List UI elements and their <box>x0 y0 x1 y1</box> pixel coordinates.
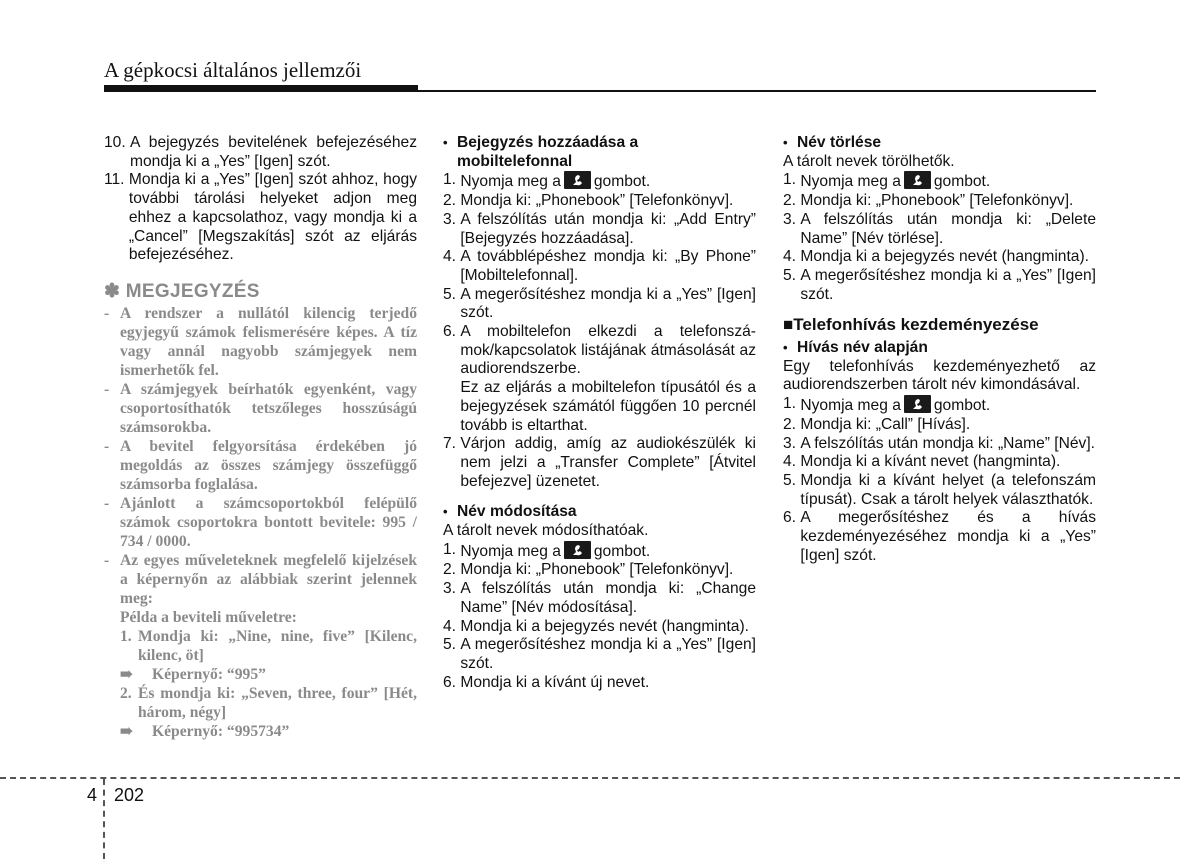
note-item: - A rendszer a nullától kilencig terjedő egyjegyű számok felismerésére képes. A tíz vagy annál nagyobb számjegyek nem ismerhetők fel. <box>104 304 417 379</box>
main-section-heading: ■Telefonhívás kezdeményezése <box>783 315 1039 335</box>
list-item <box>104 171 417 265</box>
header-rule <box>418 90 1096 92</box>
list-item: 3. A felszólítás után mondja ki: „Change Name” [Név módosítása]. <box>443 580 756 616</box>
list-item: 3. A felszólítás után mondja ki: „Add Entry” [Bejegyzés hozzáadása]. <box>443 210 756 247</box>
note-block <box>104 304 417 741</box>
example-title: Példa a beviteli műveletre: <box>120 608 297 626</box>
list-item: 1. Nyomja meg a gombot. <box>783 395 991 415</box>
section-intro: A tárolt nevek módosíthatóak. <box>443 522 649 540</box>
note-item: - Az egyes műveleteknek megfelelő kijelzések a képernyőn az alábbiak szerint jelennek meg: <box>104 551 417 607</box>
list-item: 6. Mondja ki a kívánt új nevet. <box>443 673 650 691</box>
note-text: Ajánlott a számcsoportokból felépülő számok csoportokra bontott bevitele: 995 / 734 / 0000. <box>120 494 417 550</box>
note-text: A bevitel felgyorsítása érdekében jó megoldás az összes számjegy összefüggő számsorba foglalása. <box>120 437 417 493</box>
column-1 <box>104 134 417 741</box>
section-heading: • Név módosítása <box>443 503 577 521</box>
list-item <box>104 134 417 171</box>
column-2 <box>443 134 756 692</box>
note-text: Az egyes műveleteknek megfelelő kijelzések a képernyőn az alábbiak szerint jelennek meg: <box>120 551 417 607</box>
list-item: 5. A megerősítéshez mondja ki a „Yes” [Igen] szót. <box>443 285 756 322</box>
list-item: 4. Mondja ki a kívánt nevet (hangminta). <box>783 453 1061 471</box>
list-item: 4. Mondja ki a bejegyzés nevét (hangminta). <box>783 248 1089 266</box>
list-item: 1. Nyomja meg a gombot. <box>443 540 651 560</box>
arrow-right-icon: ➠ <box>120 665 134 683</box>
list-item: 3. A felszólítás után mondja ki: „Delete Name” [Név törlése]. <box>783 210 1096 247</box>
item-text: Mondja ki a „Yes” [Igen] szót ahhoz, hogy további tárolási helyeket adjon meg ehhez a kapcsolathoz, vagy mondja ki a „Cancel” [Megszakítás] szót az eljárás befejezéséhez. <box>128 171 417 264</box>
note-item: - A bevitel felgyorsítása érdekében jó megoldás az összes számjegy összefüggő számsorba foglalása. <box>104 437 417 493</box>
arrow-right-icon: ➠ <box>120 722 134 740</box>
example-display: ➠ Képernyő: “995734” <box>120 722 290 740</box>
list-item: 5. A megerősítéshez mondja ki a „Yes” [Igen] szót. <box>783 266 1096 303</box>
footer-divider <box>0 777 1180 779</box>
list-item: 6. A megerősítéshez és a hívás kezdeményezéséhez mondja ki a „Yes” [Igen] szót. <box>783 509 1096 564</box>
example-display: ➠ Képernyő: “995” <box>120 665 266 683</box>
note-text: A számjegyek beírhatók egyenként, vagy csoportosíthatók tetszőleges hosszúságú számsorokba. <box>120 380 417 436</box>
section-heading: • Bejegyzés hozzáadása a mobiltelefonnal <box>443 134 639 170</box>
list-item: 5. Mondja ki a kívánt helyet (a telefonszám típusát). Csak a tárolt helyek választhatók. <box>783 471 1096 508</box>
list-item: 1. Nyomja meg a gombot. <box>783 171 991 191</box>
list-item: 4. Mondja ki a bejegyzés nevét (hangminta). <box>443 617 749 635</box>
section-intro: Egy telefonhívás kezdeményezhető az audiorendszerben tárolt név kimondásával. <box>783 357 1096 394</box>
item-number: 11. <box>104 171 129 189</box>
note-title: ✽ MEGJEGYZÉS <box>104 280 260 302</box>
item-number: 10. <box>104 134 131 151</box>
list-item: 5. A megerősítéshez mondja ki a „Yes” [Igen] szót. <box>443 636 756 672</box>
page-number: 202 <box>114 785 145 805</box>
list-item: 1. Nyomja meg a gombot. <box>443 171 651 191</box>
chapter-number: 4 <box>87 785 98 805</box>
header-bar <box>104 85 418 92</box>
note-item: - A számjegyek beírhatók egyenként, vagy csoportosíthatók tetszőleges hosszúságú számsorokba. <box>104 380 417 436</box>
list-item: 2. Mondja ki: „Phonebook” [Telefonkönyv]. <box>443 561 734 579</box>
item-text: A bejegyzés bevitelének befejezéséhez mondja ki a „Yes” [Igen] szót. <box>130 134 417 170</box>
list-item: 3. A felszólítás után mondja ki: „Name” [Név]. <box>783 434 1096 452</box>
section-heading: • Név törlése <box>783 134 882 151</box>
footer-vertical-divider <box>103 779 105 859</box>
talk-button-icon <box>564 171 591 189</box>
example-item: 2. És mondja ki: „Seven, three, four” [Hét, három, négy] <box>120 684 417 721</box>
talk-button-icon <box>904 171 931 189</box>
example-item: 1. Mondja ki: „Nine, nine, five” [Kilenc, kilenc, öt] <box>120 627 417 664</box>
list-item: 4. A továbblépéshez mondja ki: „By Phone” [Mobiltelefonnal]. <box>443 248 756 284</box>
list-item: 2. Mondja ki: „Phonebook” [Telefonkönyv]. <box>443 192 734 210</box>
column-3 <box>783 134 1096 565</box>
note-text: A rendszer a nullától kilencig terjedő egyjegyű számok felismerésére képes. A tíz vagy annál nagyobb számjegyek nem ismerhetők fel. <box>120 304 417 379</box>
note-item: - Ajánlott a számcsoportokból felépülő számok csoportokra bontott bevitele: 995 / 734 / 0000. <box>104 494 417 550</box>
talk-button-icon <box>564 541 591 559</box>
section-intro: A tárolt nevek törölhetők. <box>783 152 955 170</box>
list-item: 2. Mondja ki: „Call” [Hívás]. <box>783 415 971 433</box>
section-heading: • Hívás név alapján <box>783 339 928 357</box>
list-item: 6. A mobiltelefon elkezdi a telefonszámok/kapcsolatok listájának átmásolását az audiorendszerbe. Ez az eljárás a mobiltelefon típusától és a bejegyzések számától függően 10 percnél tovább is eltarthat. <box>443 323 756 434</box>
list-item: 7. Várjon addig, amíg az audiokészülék ki nem jelzi a „Transfer Complete” [Átvitel befejezve] üzenetet. <box>443 435 756 490</box>
page-header-title: A gépkocsi általános jellemzői <box>104 58 362 82</box>
talk-button-icon <box>904 395 931 413</box>
list-item: 2. Mondja ki: „Phonebook” [Telefonkönyv]. <box>783 192 1074 210</box>
